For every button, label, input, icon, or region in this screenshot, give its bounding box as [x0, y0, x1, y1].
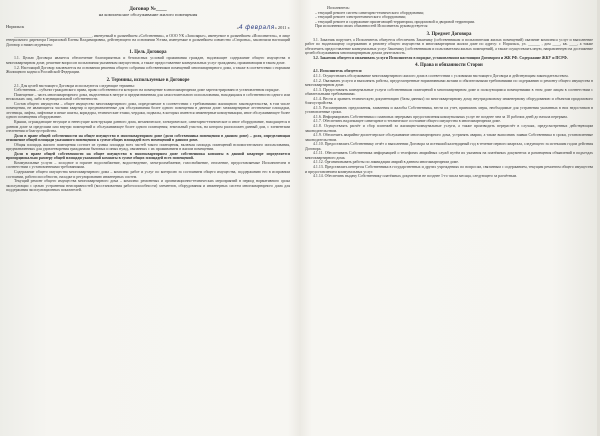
paragraph: 4.1.13. Представлять интересы Собственника в государственных и других учреждениях по вопросам, связанным с содержанием, текущим ремонтом общего имущества и предоставлением коммунальных услуг. — [305, 164, 593, 174]
paragraph: Помещение – часть многоквартирного дома, выделенная в натуре и предназначенная для самостоятельного использования, находящаяся в собственности одного или нескольких лиц, либо в муниципальной собственности. — [6, 92, 290, 102]
paragraph: Состав общего имущества – общее имущество многоквартирного дома, определяемое в соответствии с требованиями жилищного законодательства, в том числе помещения, не являющиеся частями квартир и предназначенные для обслуживания более одного помещения в данном доме: межквартирные лестничные площадки, лестницы, лифты, лифтовые и иные шахты, коридоры, технические этажи, чердаки, подвалы, в которых имеются инженерные коммуникации, иное обслуживающее более одного помещения оборудование. — [6, 101, 290, 120]
section-title: 2. Термины, используемые в Договоре — [106, 77, 190, 83]
contract-year: 2011 г. — [277, 24, 290, 30]
right-page — [305, 6, 593, 432]
paragraph: 4.1.4. Вести и хранить техническую документацию (базы данных) по многоквартирному дому, внутридомовому инженерному оборудованию и объектам придомового благоустройства. — [305, 96, 593, 106]
contract-date: «4 февраля» 2011 г. — [236, 23, 290, 31]
contract-title: Договор №____ — [129, 6, 167, 12]
paragraph: 4.1.6. Информировать Собственника о плановых перерывах предоставления коммунальных услуг не позднее чем за 10 рабочих дней до начала перерыва. — [313, 114, 568, 119]
list-line: – текущий ремонт электротехнического оборудования; — [315, 15, 406, 20]
paragraph: Общая площадь жилого помещения состоит из суммы площади всех частей такого помещения, включая площадь помещений вспомогательного использования, предназначенных для удовлетворения гражданами бытовых и иных нужд, связанных с их проживанием в жилом помещении. — [6, 142, 290, 152]
contract-subtitle: на комплексное обслуживание жилого помещения — [98, 12, 198, 18]
list-line: Исполнитель: — [327, 6, 350, 10]
paragraph: 3.1. Заказчик поручает, а Исполнитель обязуется обеспечить Заказчику (собственникам и пользователям жилых помещений) оказание комплекса услуг и выполнение работ по надлежащему содержанию и ремонту общего имущества в многоквартирном жилом доме по адресу: г. Норильск, ул. ______ , дом ____, кв. ____, а также обеспечить предоставление коммунальных услуг Заказчику (собственникам и пользователям жилых помещений), а также осуществлять иную, направленную на достижение целей обслуживания многоквартирным домом деятельность. — [305, 37, 593, 56]
paragraph: 1.2. Настоящий Договор заключается на основании решения общего собрания собственников помещений многоквартирного дома, а также в соответствии с нормами Жилищного кодекса Российской Федерации. — [6, 65, 290, 75]
paragraph: 4.1.1. Осуществлять обслуживание многоквартирного жилого дома в соответствии с условиями настоящего Договора и действующим законодательством. — [313, 74, 569, 79]
paragraph: 4.1.2. Оказывать услуги и выполнять работы, предусмотренные нормативными актами и обязательными требованиями по содержанию и ремонту общего имущества в многоквартирном доме. — [305, 78, 593, 88]
handwritten-date: 4 февраля — [238, 23, 275, 31]
paragraph: 1.1. Целью Договора является обеспечение благоприятных и безопасных условий проживания граждан, надлежащее содержание общего имущества в многоквартирном доме, решение вопросов пользования указанным имуществом, а также предоставление коммунальных услуг гражданам, проживающим в таком доме. — [6, 56, 290, 65]
list-line: – текущий ремонт и содержание прилегающей территории, придомовой и дворовой территории. — [315, 19, 476, 24]
paragraph: Коммунальные услуги – холодное и горячее водоснабжение, водоотведение, электроснабжение, газоснабжение, отопление, предоставляемые Исполнителем в соответствии с установленными требованиями. — [6, 160, 290, 170]
paragraph: Доля в праве общей собственности на общее имущество в многоквартирном доме (доля собственника помещения в данном доме) – доля, определяющая отношение общей площади указанного помещения к сумме общих площадей всех помещений в данном доме. — [6, 133, 290, 143]
list-line: При исполнении своих обязанностей Исполнитель руководствуется: — [315, 24, 429, 29]
city-label: Норильск — [6, 23, 25, 29]
paragraph: 4.1.11. Обеспечивать Собственника информацией о телефонах аварийных служб путём их указания на платёжных документах и размещения объявлений в подъездах многоквартирного дома. — [305, 151, 593, 160]
paragraph: 2.1. Для целей настоящего Договора используются следующие термины: — [14, 83, 135, 88]
intro-paragraph: ________________________________________, именуемый в дальнейшем «Собственник», и ООО УК «Заполярье», именуемое в дальнейшем «Исполнитель», в лице генерального директора Гавриловой Елены Владимировны, действующего на основании Устава, именуемые в дальнейшем совместно «Стороны», заключили настоящий Договор о нижеследующем: — [6, 33, 290, 47]
paragraph: 3.2. Заказчик обязуется оплачивать услуги Исполнителя в порядке, установленном настоящим Договором и ЖК РФ. Содержание ЖКУ и ПСРФ. — [313, 55, 568, 60]
paragraph: Собственник – субъект гражданского права, право собственности которого на помещение в многоквартирном доме зарегистрировано в установленном порядке. — [14, 88, 280, 93]
paragraph: Крыши, ограждающие несущие и ненесущие конструкции данного дома, механическое, электрическое, санитарно-техническое и иное оборудование, находящееся в данном доме за пределами или внутри помещений и обслуживающее более одного помещения; земельный участок, на котором расположен данный дом, с элементами озеленения и благоустройства. — [6, 120, 290, 134]
paragraph: 4.1.10. Предоставлять Собственнику отчёт о выполнении Договора за истекший календарный год в течение первого квартала, следующего за истекшим годом действия Договора. — [305, 142, 593, 151]
section-title: 4. Права и обязанности Сторон — [415, 63, 483, 69]
paragraph: Содержание общего имущества многоквартирного дома – комплекс работ и услуг по контролю за состоянием общего имущества, поддержанию его в исправном состоянии, работоспособности, наладке и регулированию инженерных систем. — [6, 170, 290, 179]
paragraph: 4.1.3. Предоставлять коммунальные услуги собственникам помещений в многоквартирном доме и пользующимся помещениями в этом доме лицам в соответствии с обязательными требованиями. — [305, 87, 593, 97]
paragraph: Текущий ремонт общего имущества многоквартирного дома – комплекс ремонтных и организационно-технических мероприятий в период нормативного срока эксплуатации с целью устранения неисправностей (восстановления работоспособности) элементов, оборудования и инженерных систем многоквартирного дома для поддержания эксплуатационных показателей. — [6, 179, 290, 193]
paragraph: 4.1.12. Организовывать работы по ликвидации аварий в данном многоквартирном доме. — [313, 160, 459, 165]
paragraph: 4.1.8. Осуществлять расчёт и сбор платежей за жилищно-коммунальные услуги, а также производить перерасчёт в случаях, предусмотренных действующим законодательством. — [305, 124, 593, 133]
paragraph: 4.1. Исполнитель обязуется: — [313, 69, 363, 74]
section-title: 1. Цель Договора — [129, 50, 167, 56]
list-line: – текущий ремонт систем санитарно-технического оборудования; — [315, 10, 424, 15]
paragraph: Доля в праве общей собственности на общее имущество в многоквартирном доме собственника комнаты в данной квартире определяется пропорционально размеру общей площади указанной комнаты в сумме общих площадей всех помещений. — [6, 151, 290, 161]
left-page — [6, 6, 290, 432]
paragraph: 4.1.14. Обеспечить выдачу Собственнику платёжных документов не позднее 1-го числа месяца, следующего за расчётным. — [313, 174, 517, 179]
section-title: 3. Предмет Договора — [426, 31, 472, 37]
date-row — [6, 24, 290, 31]
paragraph: 4.1.9. Обеспечить аварийно-диспетчерское обслуживание многоквартирного дома, устранять аварии, а также выполнять заявки Собственника в сроки, установленные законодательством. — [305, 133, 593, 142]
paragraph: 4.1.5. Рассматривать предложения, заявления и жалобы Собственника, вести их учет, принимать меры, необходимые для устранения указанных в них недостатков в установленные сроки. — [305, 105, 593, 115]
paragraph: 4.1.7. Обеспечить надлежащее санитарное и техническое состояние общего имущества в многоквартирном доме. — [313, 119, 501, 124]
